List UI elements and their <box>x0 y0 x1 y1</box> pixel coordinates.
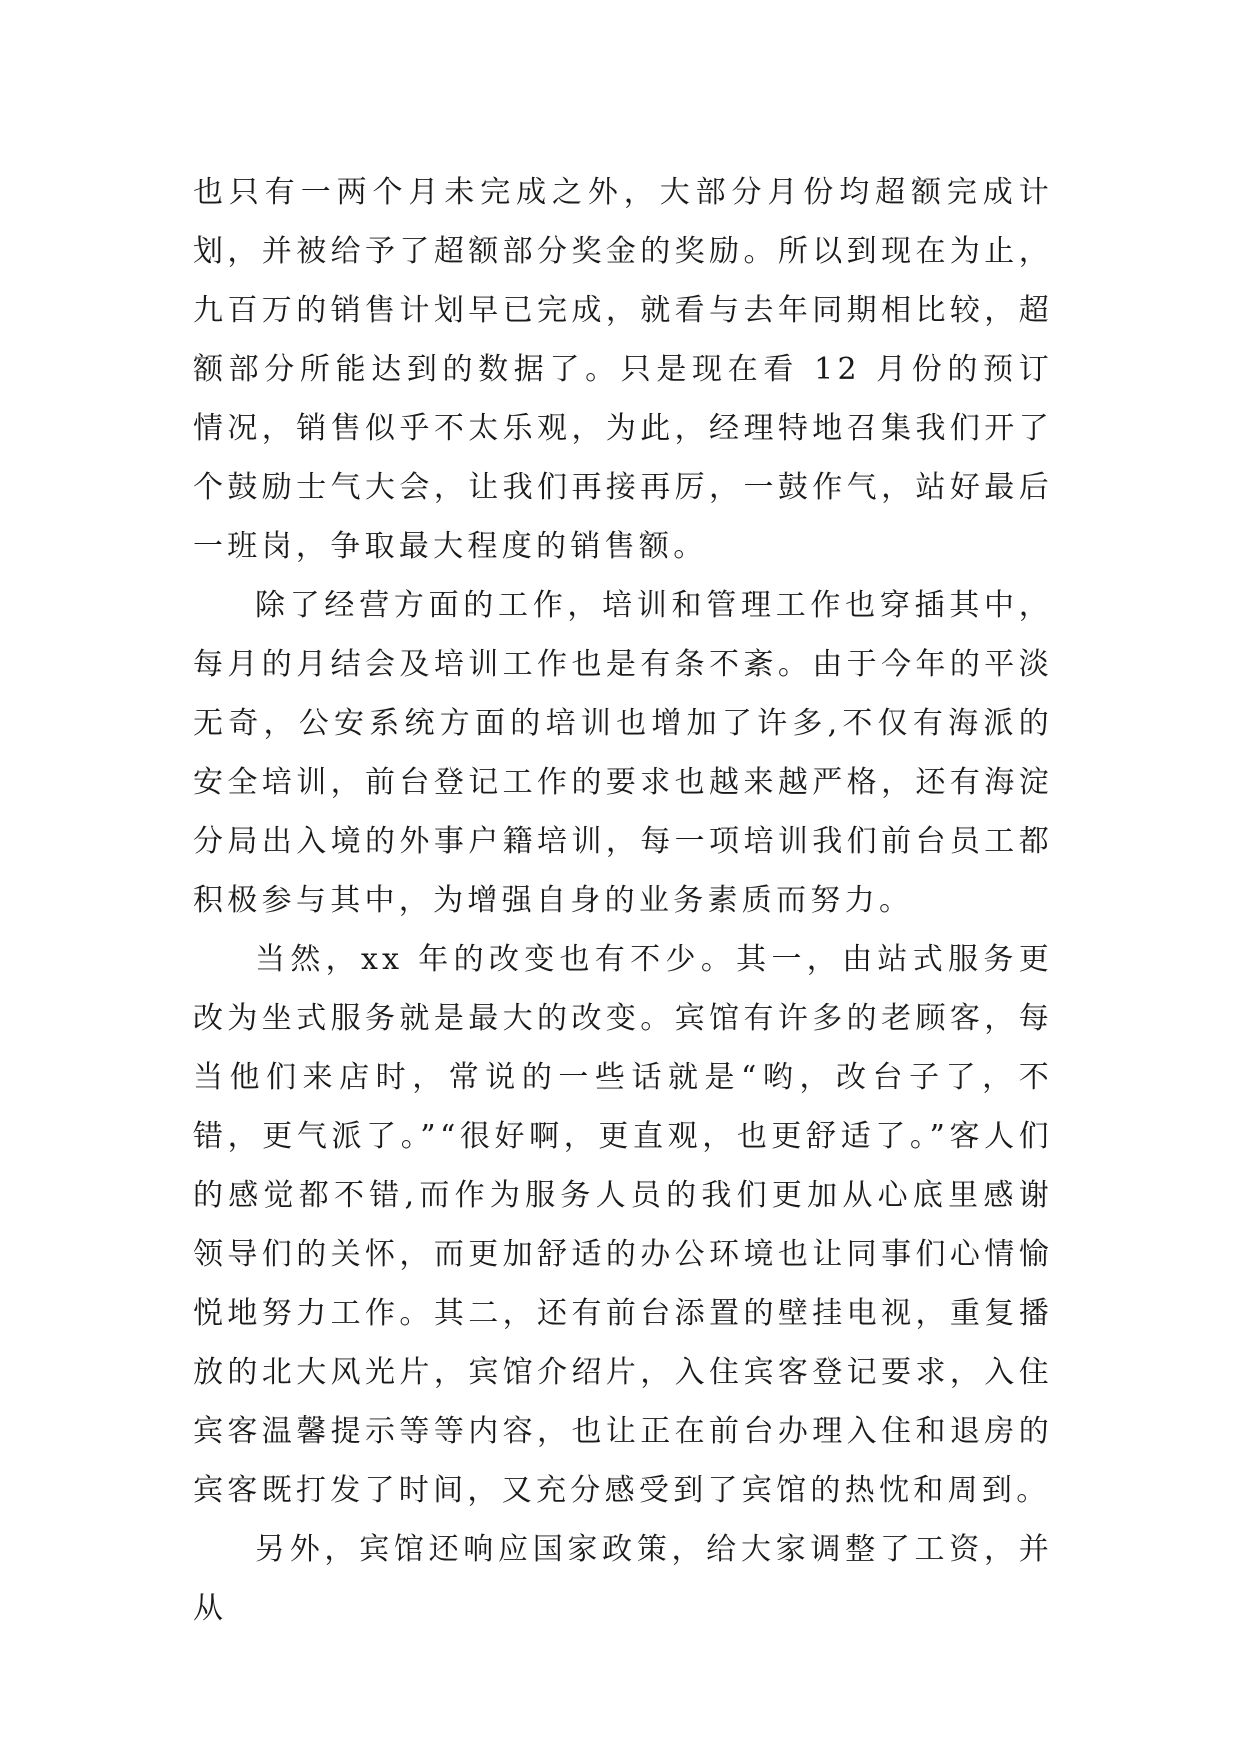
paragraph-salary-adjustment: 另外，宾馆还响应国家政策，给大家调整了工资，并从 <box>193 1532 1053 1626</box>
document-body <box>193 163 1053 1638</box>
paragraph-sales-summary: 也只有一两个月未完成之外，大部分月份均超额完成计划，并被给予了超额部分奖金的奖励。所以到现在为止，九百万的销售计划早已完成，就看与去年同期相比较，超额部分所能达到的数据了。只是现在看 12 月份的预订情况，销售似乎不太乐观，为此，经理特地召集我们开了个鼓励士气大会，让我们再接再厉，一鼓作气，站好最后一班岗，争取最大程度的销售额。 <box>193 175 1053 564</box>
paragraph-training-management: 除了经营方面的工作，培训和管理工作也穿插其中，每月的月结会及培训工作也是有条不紊。由于今年的平淡无奇，公安系统方面的培训也增加了许多,不仅有海派的安全培训，前台登记工作的要求也越来越严格，还有海淀分局出入境的外事户籍培训，每一项培训我们前台员工都积极参与其中，为增强自身的业务素质而努力。 <box>193 588 1053 918</box>
paragraph-changes: 当然，xx 年的改变也有不少。其一，由站式服务更改为坐式服务就是最大的改变。宾馆有许多的老顾客，每当他们来店时，常说的一些话就是“哟，改台子了，不错，更气派了。”“很好啊，更直观，也更舒适了。”客人们的感觉都不错,而作为服务人员的我们更加从心底里感谢领导们的关怀，而更加舒适的办公环境也让同事们心情愉悦地努力工作。其二，还有前台添置的壁挂电视，重复播放的北大风光片，宾馆介绍片，入住宾客登记要求，入住宾客温馨提示等等内容，也让正在前台办理入住和退房的宾客既打发了时间，又充分感受到了宾馆的热忱和周到。 <box>193 942 1053 1508</box>
